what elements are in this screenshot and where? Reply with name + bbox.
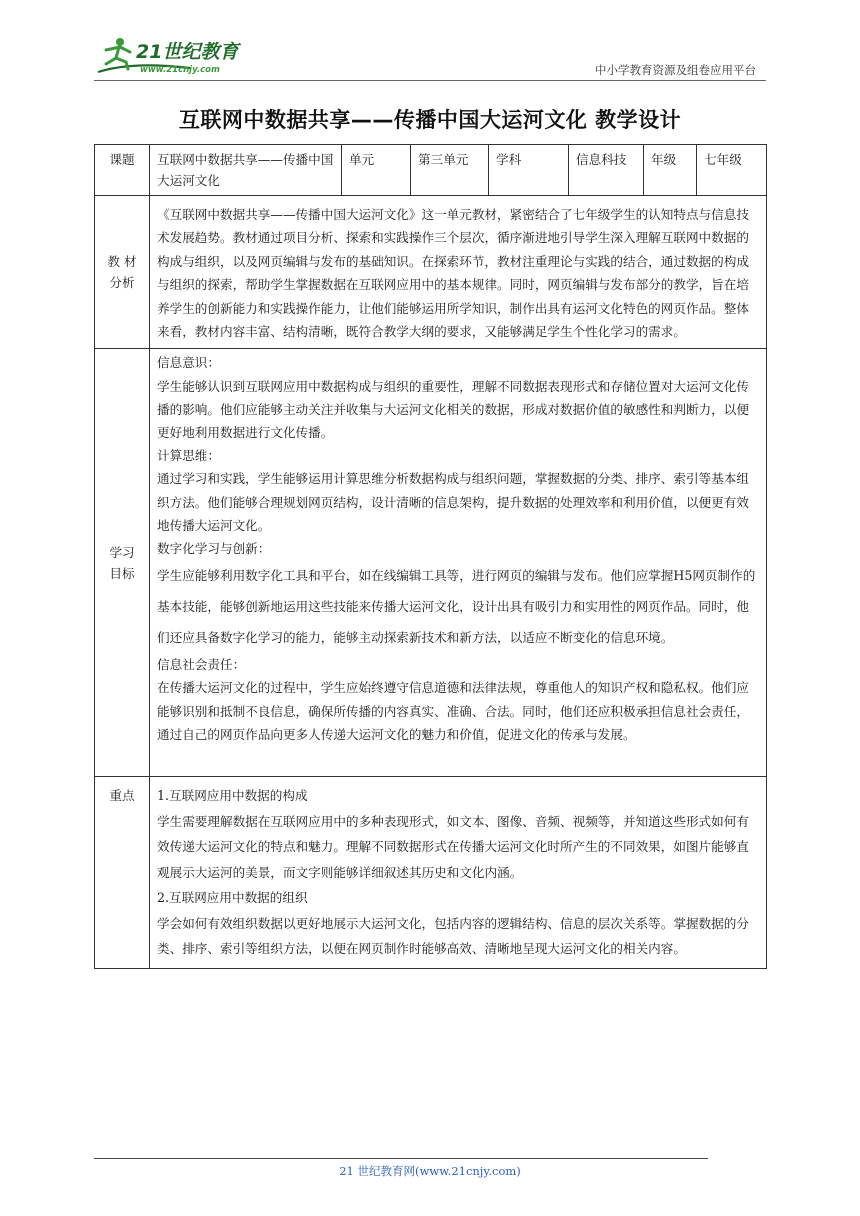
logo-url-text: www.21cnjy.com [140, 65, 220, 75]
subject-label: 学科 [489, 145, 569, 196]
unit-value: 第三单元 [411, 145, 489, 196]
goal-section [157, 444, 759, 537]
key-point-item [157, 885, 759, 962]
goal-heading: 信息社会责任： [157, 657, 246, 673]
goal-heading: 数字化学习与创新： [157, 541, 271, 557]
platform-name: 中小学教育资源及组卷应用平台 [595, 63, 756, 77]
course-label: 课题 [95, 145, 150, 196]
header-divider [94, 80, 766, 81]
info-row [95, 145, 767, 196]
goal-text: 在传播大运河文化的过程中，学生应始终遵守信息道德和法律法规，尊重他人的知识产权和隐私权。他们应能够识别和抵制不良信息，确保所传播的内容真实、准确、合法。同时，他们还应积极承担信息社会责任，通过自己的网页作品向更多人传递大运河文化的魅力和价值，促进文化的传承与发展。 [157, 680, 749, 742]
key-points-label: 重点 [95, 777, 150, 969]
course-value: 互联网中数据共享——传播中国大运河文化 [150, 145, 342, 196]
subject-value: 信息科技 [569, 145, 644, 196]
runner-logo-icon [94, 34, 264, 78]
goal-text: 学生应能够利用数字化工具和平台，如在线编辑工具等，进行网页的编辑与发布。他们应掌握H5网页制作的基本技能，能够创新地运用这些技能来传播大运河文化，设计出具有吸引力和实用性的网页作品。同时，他们还应具备数字化学习的能力，能够主动探索新技术和新方法，以适应不断变化的信息环境。 [157, 568, 756, 646]
goal-heading: 计算思维： [157, 448, 220, 464]
goal-heading: 信息意识： [157, 355, 220, 371]
goals-label: 学习 目标 [109, 544, 135, 581]
page-title: 互联网中数据共享——传播中国大运河文化 教学设计 [178, 108, 682, 132]
unit-label: 单元 [342, 145, 411, 196]
key-points-row [95, 777, 767, 969]
goals-row [95, 349, 767, 777]
key-point-text: 学生需要理解数据在互联网应用中的多种表现形式，如文本、图像、音频、视频等，并知道这些形式如何有效传递大运河文化的特点和魅力。理解不同数据形式在传播大运河文化时所产生的不同效果，如图片能够直观展示大运河的美景，而文字则能够详细叙述其历史和文化内涵。 [157, 813, 749, 880]
lesson-plan-table [94, 144, 767, 969]
analysis-row [95, 196, 767, 349]
goal-text: 通过学习和实践，学生能够运用计算思维分析数据构成与组织问题，掌握数据的分类、排序、索引等基本组织方法。他们能够合理规划网页结构，设计清晰的信息架构，提升数据的处理效率和利用价值，以便更有效地传播大运河文化。 [157, 471, 749, 533]
key-point-text: 学会如何有效组织数据以更好地展示大运河文化，包括内容的逻辑结构、信息的层次关系等。掌握数据的分类、排序、索引等组织方法，以便在网页制作时能够高效、清晰地呈现大运河文化的相关内容。 [157, 915, 749, 957]
analysis-text: 《互联网中数据共享——传播中国大运河文化》这一单元教材，紧密结合了七年级学生的认知特点与信息技术发展趋势。教材通过项目分析、探索和实践操作三个层次，循序渐进地引导学生深入理解互联网中数据的构成与组织，以及网页编辑与发布的基础知识。在探索环节，教材注重理论与实践的结合，通过数据的构成与组织的探索，帮助学生掌握数据在互联网应用中的基本规律。同时，网页编辑与发布部分的教学，旨在培养学生的创新能力和实践操作能力，让他们能够运用所学知识，制作出具有运河文化特色的网页作品。整体来看，教材内容丰富、结构清晰，既符合教学大纲的要求，又能够满足学生个性化学习的需求。 [157, 207, 749, 340]
logo-main-text: 21世纪教育 [136, 41, 239, 63]
key-point-heading: 2.互联网应用中数据的组织 [157, 890, 308, 906]
goal-section [157, 537, 759, 653]
key-point-item [157, 783, 759, 885]
key-point-heading: 1.互联网应用中数据的构成 [157, 788, 308, 804]
site-logo [94, 34, 264, 78]
goal-text: 学生能够认识到互联网应用中数据构成与组织的重要性，理解不同数据表现形式和存储位置对大运河文化传播的影响。他们应能够主动关注并收集与大运河文化相关的数据，形成对数据价值的敏感性和判断力，以便更好地利用数据进行文化传播。 [157, 378, 749, 441]
footer-divider [94, 1158, 708, 1159]
footer-link[interactable]: 21 世纪教育网(www.21cnjy.com) [339, 1164, 521, 1178]
goal-section [157, 653, 759, 746]
grade-value: 七年级 [697, 145, 767, 196]
grade-label: 年级 [644, 145, 697, 196]
goal-section [157, 351, 759, 444]
analysis-label: 教 材 分析 [107, 254, 137, 291]
